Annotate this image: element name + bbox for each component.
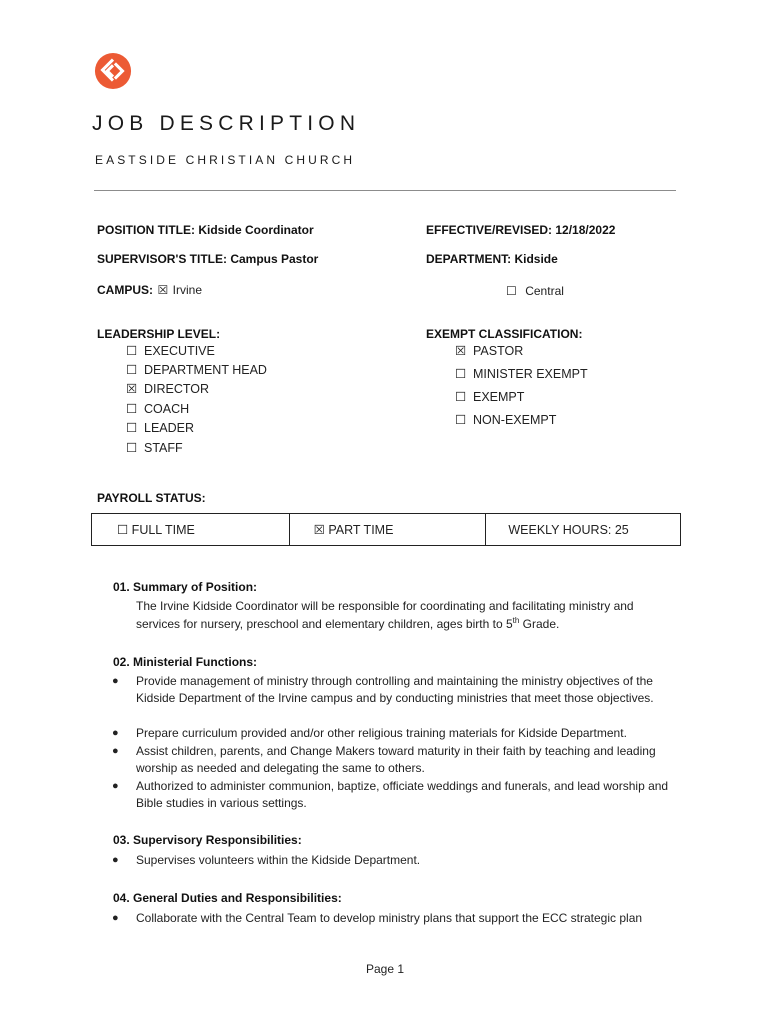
bullet-icon: ●	[112, 675, 119, 687]
bullet-icon: ●	[112, 912, 119, 924]
campus-central-label: Central	[525, 284, 564, 298]
leadership-level-label: LEADERSHIP LEVEL:	[97, 327, 221, 341]
header-divider	[94, 190, 676, 191]
option-label: EXEMPT	[473, 390, 525, 404]
leadership-option	[126, 362, 267, 377]
supervisor-title: SUPERVISOR'S TITLE: Campus Pastor	[97, 252, 319, 266]
section-heading: 03. Supervisory Responsibilities:	[113, 833, 302, 847]
checkbox[interactable]: ☒	[455, 344, 467, 358]
option-label: MINISTER EXEMPT	[473, 367, 588, 381]
checkbox[interactable]: ☐	[455, 390, 467, 404]
summary-line: The Irvine Kidside Coordinator will be responsible for coordinating and facilitating ministry and	[136, 599, 634, 613]
leadership-option	[126, 343, 215, 358]
list-item	[112, 852, 696, 869]
option-label: EXECUTIVE	[144, 344, 215, 358]
campus-central-option	[506, 282, 564, 300]
exempt-option	[455, 343, 523, 358]
option-label: COACH	[144, 402, 190, 416]
bullet-icon: ●	[112, 854, 119, 866]
list-item-text: Provide management of ministry through controlling and maintaining the ministry objectives of the Kidside Department of the Irvine campus and by conducting ministries that meet those objectives.	[136, 674, 654, 706]
summary-line	[136, 616, 559, 633]
list-item-text: Assist children, parents, and Change Makers toward maturity in their faith by teaching and leading worship as needed and delegating the same to others.	[136, 744, 656, 776]
bullet-icon: ●	[112, 727, 119, 739]
list-item-text: Prepare curriculum provided and/or other religious training materials for Kidside Department.	[136, 726, 627, 740]
option-label: DEPARTMENT HEAD	[144, 363, 267, 377]
summary-text: services for nursery, preschool and elementary children, ages birth to 5	[136, 617, 513, 631]
list-item	[112, 673, 676, 708]
eastside-logo-icon	[94, 52, 132, 90]
campus-label: CAMPUS:	[97, 283, 153, 297]
position-title: POSITION TITLE: Kidside Coordinator	[97, 223, 314, 237]
list-item-text: Supervises volunteers within the Kidside Department.	[136, 853, 421, 867]
weekly-hours: WEEKLY HOURS: 25	[485, 514, 680, 545]
exempt-option	[455, 366, 588, 381]
exempt-option	[455, 389, 524, 404]
organization-name: EASTSIDE CHRISTIAN CHURCH	[95, 153, 356, 167]
option-label: LEADER	[144, 421, 195, 435]
list-item-text: Collaborate with the Central Team to develop ministry plans that support the ECC strategic plan	[136, 911, 643, 925]
section-heading: 01. Summary of Position:	[113, 580, 258, 594]
checkbox[interactable]: ☐	[455, 413, 467, 427]
full-time-option[interactable]: ☐ FULL TIME	[117, 523, 195, 537]
campus-row	[97, 281, 202, 299]
exempt-classification-label: EXEMPT CLASSIFICATION:	[426, 327, 583, 341]
payroll-status-label: PAYROLL STATUS:	[97, 491, 206, 505]
section-heading: 02. Ministerial Functions:	[113, 655, 258, 669]
bullet-icon: ●	[112, 780, 119, 792]
part-time-option[interactable]: ☒ PART TIME	[289, 514, 486, 545]
option-label: NON-EXEMPT	[473, 413, 557, 427]
list-item	[112, 778, 681, 813]
checkbox[interactable]: ☐	[126, 344, 138, 358]
ordinal-suffix: th	[512, 616, 520, 625]
payroll-status-table	[91, 513, 681, 546]
exempt-option	[455, 412, 556, 427]
section-heading: 04. General Duties and Responsibilities:	[113, 891, 342, 905]
checkbox[interactable]: ☐	[126, 402, 138, 416]
checkbox[interactable]: ☐	[455, 367, 467, 381]
option-label: STAFF	[144, 441, 183, 455]
campus-irvine-label: Irvine	[172, 283, 203, 297]
department: DEPARTMENT: Kidside	[426, 252, 558, 266]
page-number: Page 1	[365, 962, 405, 976]
list-item	[112, 910, 696, 927]
summary-text: Grade.	[519, 617, 560, 631]
checkbox-central[interactable]: ☐	[506, 284, 517, 298]
list-item	[112, 725, 676, 742]
checkbox[interactable]: ☐	[126, 441, 138, 455]
leadership-option	[126, 440, 183, 455]
checkbox[interactable]: ☐	[126, 421, 138, 435]
leadership-option	[126, 381, 209, 396]
list-item	[112, 743, 676, 778]
checkbox-irvine[interactable]: ☒	[157, 283, 169, 297]
list-item-text: Authorized to administer communion, baptize, officiate weddings and funerals, and lead worship and Bible studies in various settings.	[136, 779, 669, 811]
effective-date: EFFECTIVE/REVISED: 12/18/2022	[426, 223, 616, 237]
document-title: JOB DESCRIPTION	[92, 112, 361, 135]
leadership-option	[126, 420, 194, 435]
checkbox[interactable]: ☒	[126, 382, 138, 396]
option-label: PASTOR	[473, 344, 524, 358]
bullet-icon: ●	[112, 745, 119, 757]
checkbox[interactable]: ☐	[126, 363, 138, 377]
option-label: DIRECTOR	[144, 382, 210, 396]
leadership-option	[126, 401, 189, 416]
